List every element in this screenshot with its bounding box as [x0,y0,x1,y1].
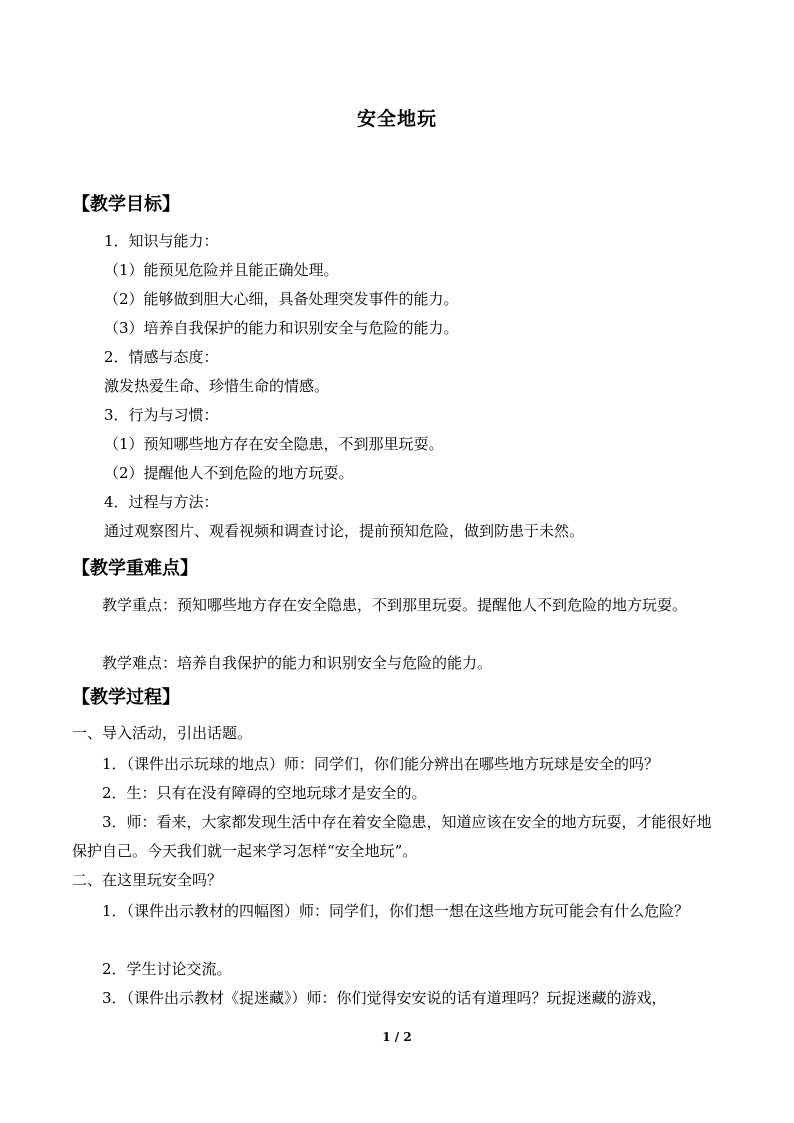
goal-line: （3）培养自我保护的能力和识别安全与危险的能力。 [104,319,459,337]
section-heading-key-points: 【教学重难点】 [72,558,198,579]
goal-line: 1．知识与能力： [104,232,219,250]
page-number: 1 / 2 [382,1030,412,1044]
goal-line: （2）提醒他人不到危险的地方玩耍。 [104,464,354,482]
key-point-paragraph: 教学重点：预知哪些地方存在安全隐患，不到那里玩耍。提醒他人不到危险的地方玩耍。 [102,596,688,614]
goal-line: 4．过程与方法： [104,493,219,511]
goal-line: 2．情感与态度： [104,348,219,366]
goal-line: （2）能够做到胆大心细，具备处理突发事件的能力。 [104,290,459,308]
goal-line: （1）预知哪些地方存在安全隐患，不到那里玩耍。 [104,435,444,453]
difficult-point-paragraph: 教学难点：培养自我保护的能力和识别安全与危险的能力。 [102,654,493,672]
goal-line: 通过观察图片、观看视频和调查讨论，提前预知危险，做到防患于未然。 [104,522,585,540]
process-item: 1．（课件出示玩球的地点）师：同学们，你们能分辨出在哪些地方玩球是安全的吗？ [102,755,660,773]
process-item: 1．（课件出示教材的四幅图）师：同学们，你们想一想在这些地方玩可能会有什么危险？ [102,902,690,920]
process-item: 3．师：看来，大家都发现生活中存在着安全隐患，知道应该在安全的地方玩耍，才能很好地保护自己。今天我们就一起来学习怎样“安全地玩”。 [72,813,712,860]
section-heading-process: 【教学过程】 [72,687,180,708]
subsection-heading: 一、导入活动，引出话题。 [72,724,253,742]
section-heading-goals: 【教学目标】 [72,194,180,215]
goal-line: （1）能预见危险并且能正确处理。 [104,261,339,279]
document-title: 安全地玩 [356,108,437,130]
process-item: 2．学生讨论交流。 [102,960,232,978]
goal-line: 激发热爱生命、珍惜生命的情感。 [104,377,330,395]
process-item: 3．（课件出示教材《捉迷藏》）师：你们觉得安安说的话有道理吗？玩捉迷藏的游戏， [102,989,667,1007]
process-item: 2．生：只有在没有障碍的空地玩球才是安全的。 [102,784,427,802]
subsection-heading: 二、在这里玩安全吗？ [72,871,223,889]
goal-line: 3．行为与习惯： [104,406,219,424]
